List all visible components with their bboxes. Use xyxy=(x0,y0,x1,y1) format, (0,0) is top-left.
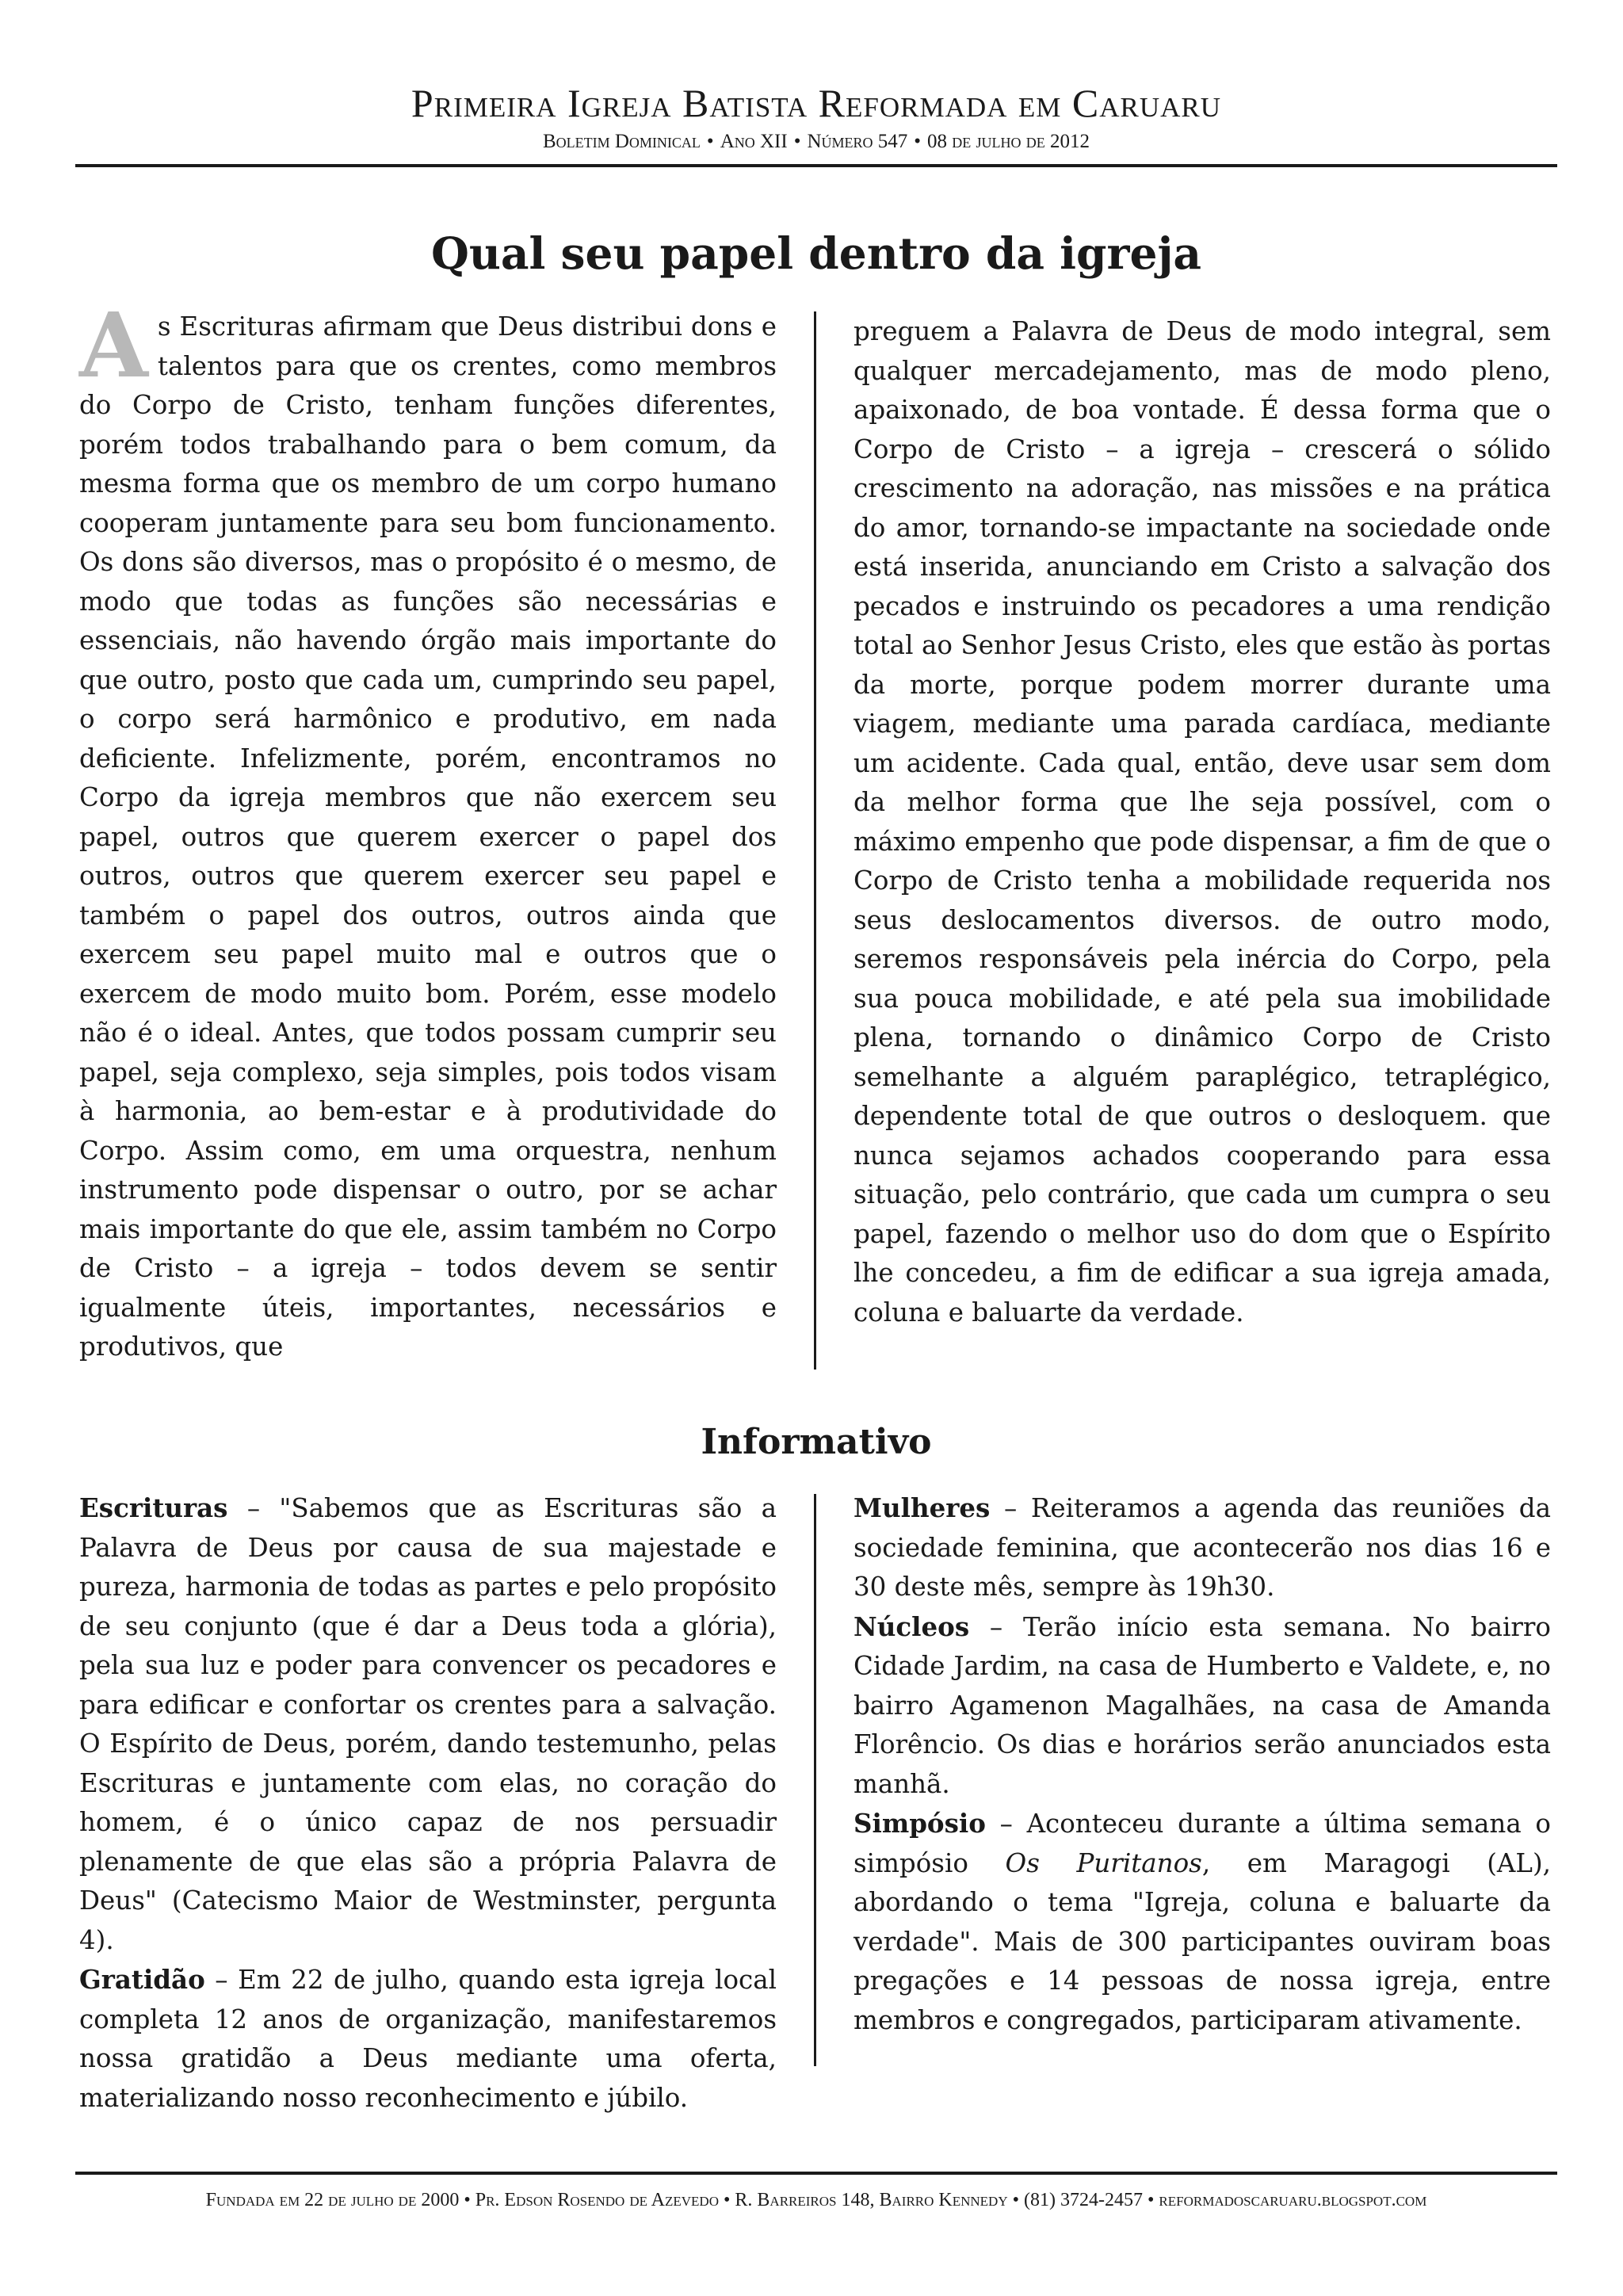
bulletin-info-line xyxy=(75,128,1557,155)
notice-mulheres xyxy=(854,1488,1551,1607)
bulletin-label: Boletim Dominical xyxy=(542,131,701,152)
footer xyxy=(75,2187,1557,2213)
article-text-left: s Escrituras afirmam que Deus distribui dons e talentos para que os crentes, como membros do Corpo de Cristo, tenham funções diferentes, porém todos trabalhando para o bem comum, da mesma forma que os membro de um corpo humano cooperam juntamente para seu bom funcionamento. Os dons são diversos, mas o propósito é o mesmo, de modo que todas as funções são necessárias e essenciais, não havendo órgão mais importante do que outro, posto que cada um, cumprindo seu papel, o corpo será harmônico e produtivo, em nada deficiente. Infelizmente, porém, encontramos no Corpo da igreja membros que não exercem seu papel, outros que querem exercer o papel dos outros, outros que querem exercer seu papel e também o papel dos outros, outros ainda que exercem seu papel muito mal e outros que o exercem de modo muito bom. Porém, esse modelo não é o ideal. Antes, que todos possam cumprir seu papel, seja complexo, seja simples, pois todos visam à harmonia, ao bem-estar e à produtividade do Corpo. Assim como, em uma orquestra, nenhum instrumento pode dispensar o outro, por se achar mais importante do que ele, assim também no Corpo de Cristo – a igreja – todos devem se sentir igualmente úteis, importantes, necessários e produtivos, que xyxy=(79,311,777,1362)
article-text-right: preguem a Palavra de Deus de modo integral, sem qualquer mercadejamento, mas de modo pleno, apaixonado, de boa vontade. É dessa forma que o Corpo de Cristo – a igreja – crescerá o sólido crescimento na adoração, nas missões e na prática do amor, tornando-se impactante na sociedade onde está inserida, anunciando em Cristo a salvação dos pecados e instruindo os pecadores a uma rendição total ao Senhor Jesus Cristo, eles que estão às portas da morte, porque podem morrer durante uma viagem, mediante uma parada cardíaca, mediante um acidente. Cada qual, então, deve usar sem dom da melhor forma que lhe seja possível, com o máximo empenho que pode dispensar, a fim de que o Corpo de Cristo tenha a mobilidade requerida nos seus deslocamentos diversos. de outro modo, seremos responsáveis pela inércia do Corpo, pela sua pouca mobilidade, e até pela sua imobilidade plena, tornando o dinâmico Corpo de Cristo semelhante a alguém paraplégico, tetraplégico, dependente total de que outros o desloquem. que nunca sejamos achados cooperando para essa situação, pelo contrário, que cada um cumpra o seu papel, fazendo o melhor uso do dom que o Espírito lhe concedeu, a fim de edificar a sua igreja amada, coluna e baluarte da verdade. xyxy=(854,316,1551,1328)
informativo-column-right xyxy=(854,1488,1551,2040)
bulletin-year: Ano XII xyxy=(720,131,788,152)
masthead xyxy=(75,79,1557,155)
footer-address: R. Barreiros 148, Bairro Kennedy xyxy=(735,2190,1008,2210)
notice-text-after: , em Maragogi (AL), abordando o tema "Igreja, coluna e baluarte da verdade". Mais de 300 participantes ouviram boas pregações e 14 pessoas de nossa igreja, entre membros e congregados, participaram ativamente. xyxy=(854,1847,1551,2035)
notice-dash: – xyxy=(215,1965,228,1995)
notice-heading: Mulheres xyxy=(854,1492,991,1523)
notice-simposio xyxy=(854,1804,1551,2040)
informativo-title: Informativo xyxy=(701,1422,932,1462)
notice-text: Terão início esta semana. No bairro Cidade Jardim, na casa de Humberto e Valdete, e, no bairro Agamenon Magalhães, na casa de Amanda Florêncio. Os dias e horários serão anunciados esta manhã. xyxy=(854,1611,1551,1799)
footer-pastor: Pr. Edson Rosendo de Azevedo xyxy=(475,2190,719,2210)
bulletin-date: 08 de julho de 2012 xyxy=(927,131,1090,152)
notice-heading: Gratidão xyxy=(79,1964,205,1995)
article-title: Qual seu papel dentro da igreja xyxy=(430,227,1201,279)
footer-founded: Fundada em 22 de julho de 2000 xyxy=(205,2190,460,2210)
informativo-column-left xyxy=(79,1488,777,2118)
notice-text-before: Aconteceu durante a última semana o simpósio xyxy=(854,1809,1551,1878)
notice-dash: – xyxy=(246,1493,261,1523)
masthead-divider xyxy=(75,164,1557,167)
separator-bullet: • xyxy=(1148,2190,1155,2210)
separator-bullet: • xyxy=(724,2190,731,2210)
notice-text: Reiteramos a agenda das reuniões da sociedade feminina, que acontecerão nos dias 16 e 30 deste mês, sempre às 19h30. xyxy=(854,1493,1551,1602)
notice-text: Em 22 de julho, quando esta igreja local completa 12 anos de organização, manifestaremos nossa gratidão a Deus mediante uma oferta, materializando nosso reconhecimento e júbilo. xyxy=(79,1965,777,2113)
notice-escrituras xyxy=(79,1488,777,1960)
separator-bullet: • xyxy=(464,2190,471,2210)
article-column-divider xyxy=(814,311,816,1370)
notice-heading: Simpósio xyxy=(854,1808,986,1839)
separator-bullet: • xyxy=(706,131,714,152)
church-name: Primeira Igreja Batista Reformada em Caruaru xyxy=(411,81,1222,125)
notice-dash: – xyxy=(999,1809,1013,1839)
notice-italic-title: Os Puritanos xyxy=(1005,1847,1202,1878)
article-column-right xyxy=(854,312,1551,1332)
footer-phone: (81) 3724-2457 xyxy=(1024,2190,1143,2210)
informativo-column-divider xyxy=(814,1494,816,2066)
notice-dash: – xyxy=(989,1611,1003,1642)
separator-bullet: • xyxy=(1012,2190,1020,2210)
drop-cap: A xyxy=(79,294,148,398)
footer-website[interactable]: reformadoscaruaru.blogspot.com xyxy=(1159,2190,1427,2210)
bulletin-number: Número 547 xyxy=(807,131,908,152)
footer-divider xyxy=(75,2172,1557,2175)
notice-text: "Sabemos que as Escrituras são a Palavra de Deus por causa de sua majestade e pureza, harmonia de todas as partes e pelo propósito de seu conjunto (que é dar a Deus toda a glória), pela sua luz e poder para convencer os pecadores e para edificar e confortar os crentes para a salvação. O Espírito de Deus, porém, dando testemunho, pelas Escrituras e juntamente com elas, no coração do homem, é o único capaz de nos persuadir plenamente de que elas são a própria Palavra de Deus" (Catecismo Maior de Westminster, pergunta 4). xyxy=(79,1493,777,1955)
notice-dash: – xyxy=(1004,1493,1018,1523)
notice-nucleos xyxy=(854,1607,1551,1805)
notice-heading: Núcleos xyxy=(854,1610,970,1642)
separator-bullet: • xyxy=(914,131,922,152)
article-column-left xyxy=(79,294,777,1367)
separator-bullet: • xyxy=(793,131,801,152)
notice-gratidao xyxy=(79,1960,777,2118)
notice-heading: Escrituras xyxy=(79,1492,228,1523)
